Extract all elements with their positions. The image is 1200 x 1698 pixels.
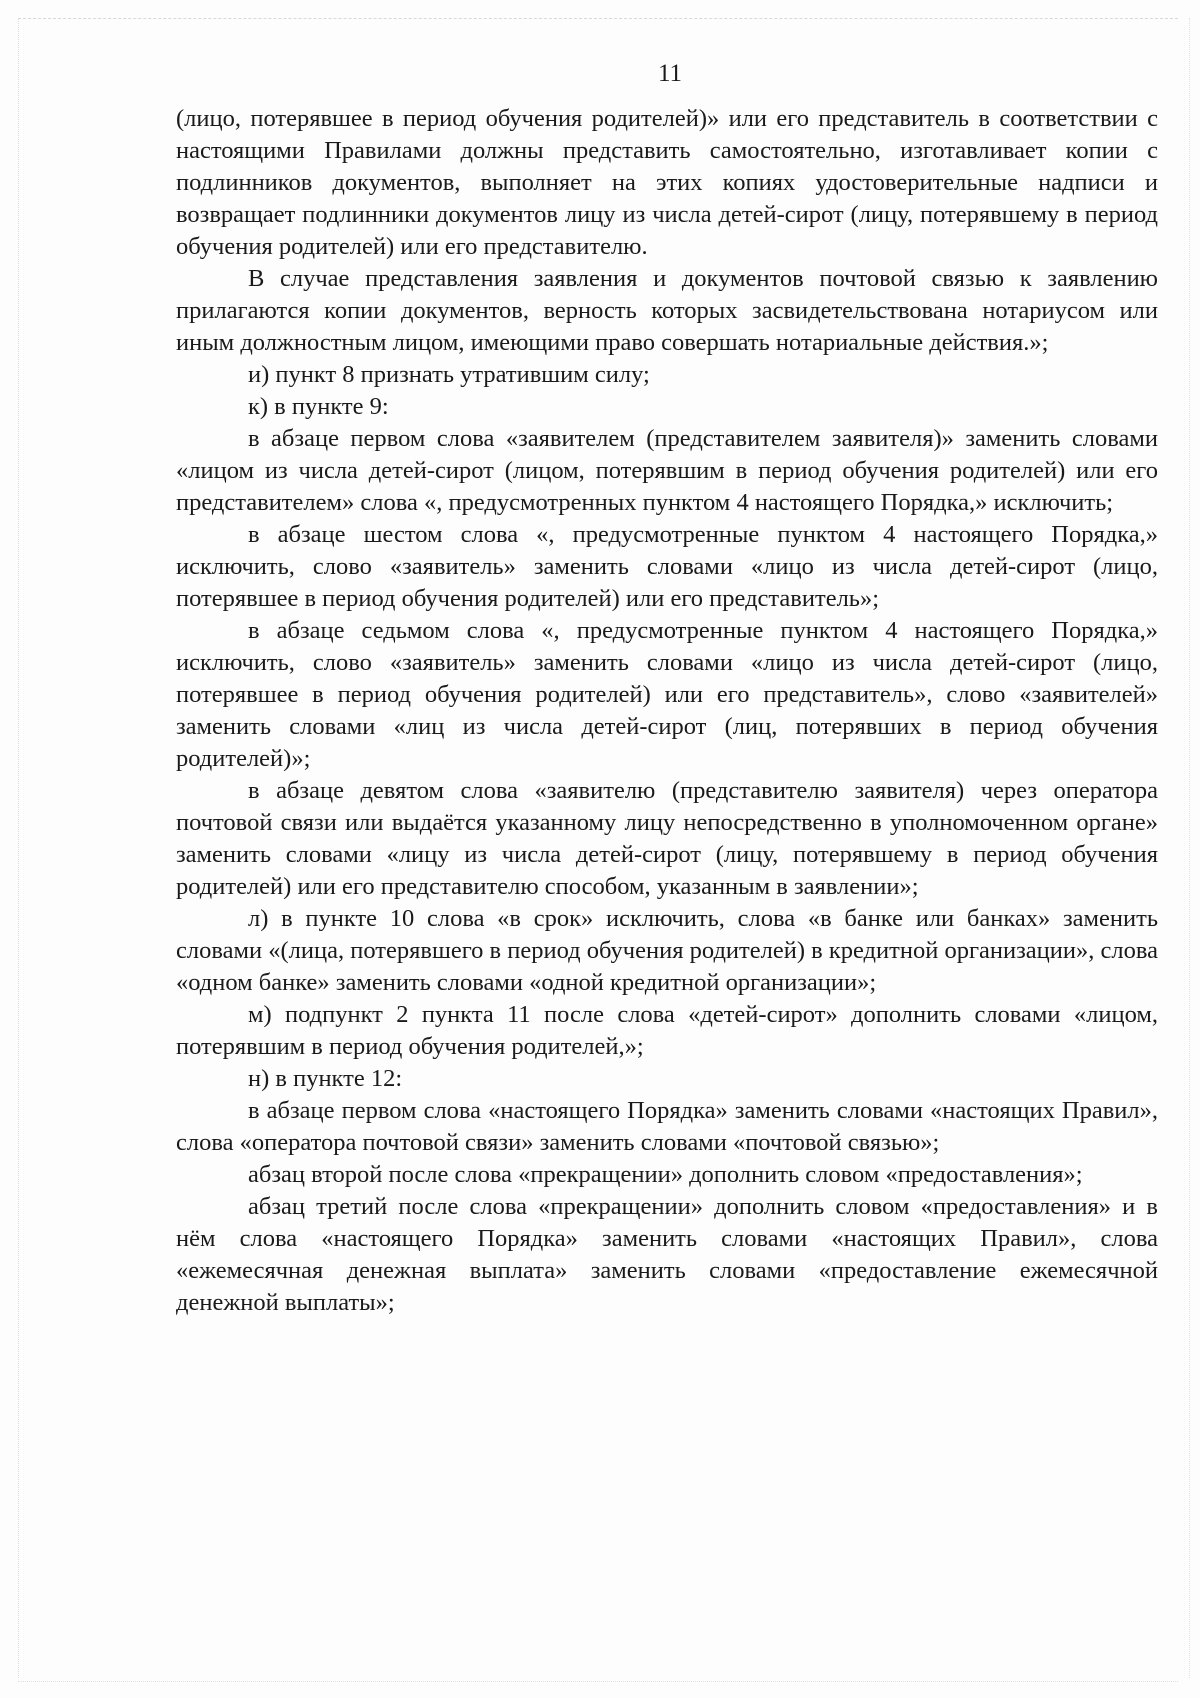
- scan-edge-left: [18, 18, 19, 1678]
- scan-edge-right: [1189, 18, 1190, 1678]
- paragraph-item-i: и) пункт 8 признать утратившим силу;: [248, 361, 650, 388]
- paragraph-postal-delivery: В случае представления заявления и документов почтовой связью к заявлению прилагаются копии документов, верность которых засвидетельствована нотариусом или иным должностным лицом, имеющими право совершать нотариальные действия.»;: [176, 265, 1158, 356]
- paragraph-n-second: абзац второй после слова «прекращении» дополнить словом «предоставления»;: [248, 1161, 1083, 1188]
- page-number: 11: [657, 60, 683, 87]
- paragraph-item-n: н) в пункте 12:: [248, 1065, 403, 1092]
- scan-edge-bottom: [18, 1681, 1178, 1682]
- paragraph-item-k: к) в пункте 9:: [248, 393, 389, 420]
- paragraph-k-ninth: в абзаце девятом слова «заявителю (представителю заявителя) через оператора почтовой связи или выдаётся указанному лицу непосредственно в уполномоченном органе» заменить словами «лицу из числа детей-сирот (лицу, потерявшему в период обучения родителей) или его представителю способом, указанным в заявлении»;: [176, 777, 1158, 900]
- paragraph-n-first: в абзаце первом слова «настоящего Порядка» заменить словами «настоящих Правил», слова «оператора почтовой связи» заменить словами «почтовой связью»;: [176, 1097, 1158, 1156]
- scan-edge-top: [18, 18, 1178, 19]
- paragraph-n-third: абзац третий после слова «прекращении» дополнить словом «предоставления» и в нём слова «настоящего Порядка» заменить словами «настоящих Правил», слова «ежемесячная денежная выплата» заменить словами «предоставление ежемесячной денежной выплаты»;: [176, 1193, 1158, 1316]
- document-body: [176, 103, 1158, 1319]
- paragraph-k-sixth: в абзаце шестом слова «, предусмотренные пунктом 4 настоящего Порядка,» исключить, слово «заявитель» заменить словами «лицо из числа детей-сирот (лицо, потерявшее в период обучения родителей) или его представитель»;: [176, 521, 1158, 612]
- paragraph-continuation: (лицо, потерявшее в период обучения родителей)» или его представитель в соответствии с настоящими Правилами должны представить самостоятельно, изготавливает копии с подлинников документов, выполняет на этих копиях удостоверительные надписи и возвращает подлинники документов лицу из числа детей-сирот (лицу, потерявшему в период обучения родителей) или его представителю.: [176, 105, 1158, 260]
- paragraph-item-l: л) в пункте 10 слова «в срок» исключить, слова «в банке или банках» заменить словами «(лица, потерявшего в период обучения родителей) в кредитной организации», слова «одном банке» заменить словами «одной кредитной организации»;: [176, 905, 1158, 996]
- paragraph-item-m: м) подпункт 2 пункта 11 после слова «детей-сирот» дополнить словами «лицом, потерявшим в период обучения родителей,»;: [176, 1001, 1158, 1060]
- paragraph-k-first: в абзаце первом слова «заявителем (представителем заявителя)» заменить словами «лицом из числа детей-сирот (лицом, потерявшим в период обучения родителей) или его представителем» слова «, предусмотренных пунктом 4 настоящего Порядка,» исключить;: [176, 425, 1158, 516]
- paragraph-k-seventh: в абзаце седьмом слова «, предусмотренные пунктом 4 настоящего Порядка,» исключить, слово «заявитель» заменить словами «лицо из числа детей-сирот (лицо, потерявшее в период обучения родителей) или его представитель», слово «заявителей» заменить словами «лиц из числа детей-сирот (лиц, потерявших в период обучения родителей)»;: [176, 617, 1158, 772]
